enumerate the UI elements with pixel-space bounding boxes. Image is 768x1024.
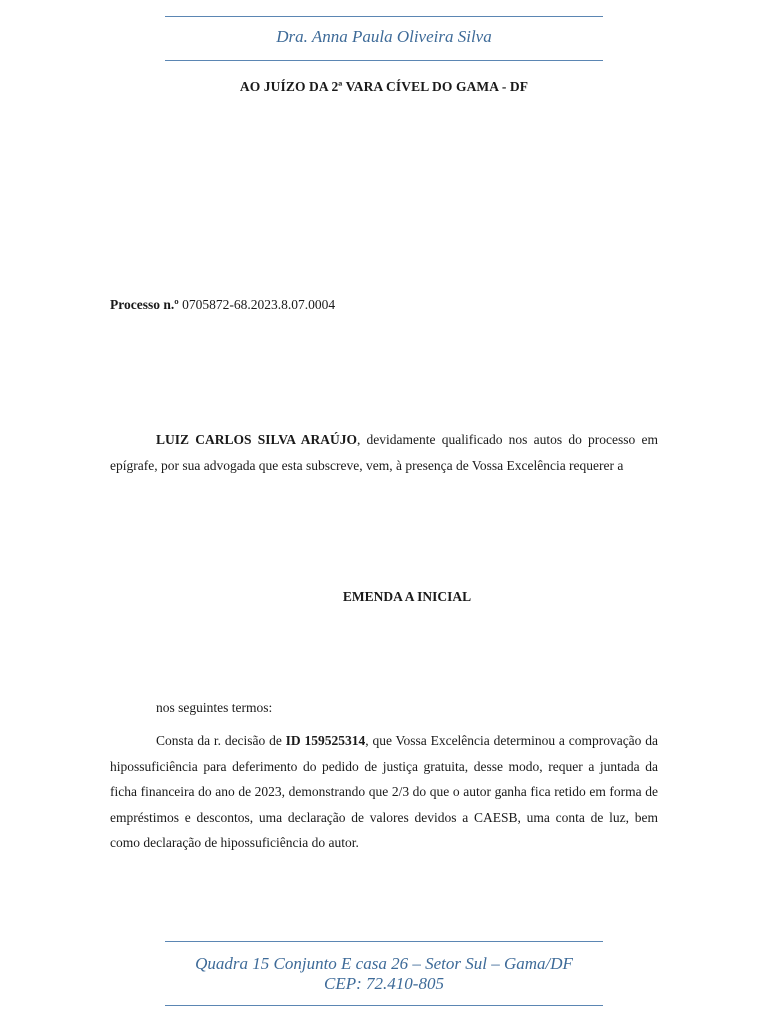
intro-text: , devidamente qualificado nos autos do processo em epígrafe, por sua advogada que esta subscreve, vem, à presença de Vossa Excelência requerer a bbox=[110, 432, 658, 473]
section-heading: EMENDA A INICIAL bbox=[342, 589, 472, 604]
footer-address: Quadra 15 Conjunto E casa 26 – Setor Sul – Gama/DF bbox=[195, 954, 573, 973]
body-paragraph bbox=[110, 728, 658, 856]
process-number: 0705872-68.2023.8.07.0004 bbox=[178, 297, 336, 312]
process-label: Processo n.º bbox=[110, 297, 179, 312]
intro-paragraph bbox=[110, 427, 658, 478]
letterhead-name: Dra. Anna Paula Oliveira Silva bbox=[276, 27, 492, 46]
body-before-id: Consta da r. decisão de bbox=[156, 733, 286, 748]
footer-top-rule bbox=[165, 941, 603, 942]
header-bottom-rule bbox=[165, 60, 603, 61]
party-name: LUIZ CARLOS SILVA ARAÚJO bbox=[156, 432, 357, 447]
decision-id: ID 159525314 bbox=[285, 733, 366, 748]
footer-bottom-rule bbox=[165, 1005, 603, 1006]
footer-cep: CEP: 72.410-805 bbox=[324, 974, 444, 993]
body-after-id: , que Vossa Excelência determinou a comprovação da hipossuficiência para deferimento do pedido de justiça gratuita, desse modo, requer a juntada da ficha financeira do ano de 2023, demonstrando que 2/3 do que o autor ganha fica retido em forma de empréstimos e descontos, uma declaração de valores devidos a CAESB, uma conta de luz, bem como declaração de hipossuficiência do autor. bbox=[110, 733, 658, 850]
court-addressee: AO JUÍZO DA 2ª VARA CÍVEL DO GAMA - DF bbox=[239, 79, 529, 94]
terms-line: nos seguintes termos: bbox=[156, 700, 273, 715]
footer-address-block bbox=[165, 954, 603, 994]
process-number-line bbox=[110, 297, 335, 313]
header-top-rule bbox=[165, 16, 603, 17]
